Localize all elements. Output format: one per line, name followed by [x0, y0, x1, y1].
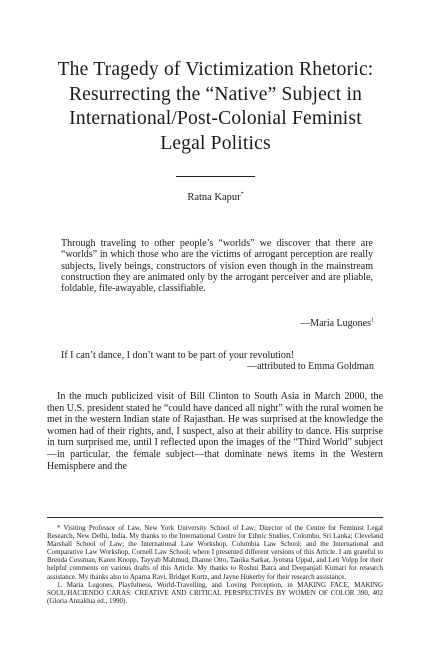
footnote-ref: 1 — [371, 317, 374, 324]
footnote-1: 1. Maria Lugones, Playfulness, World-Travelling, and Loving Perception, in MAKING FACE, MAKING SOUL/HACIENDO CARAS: CREATIVE AND CRITICAL PERSPECTIVES BY WOMEN OF COLOR 390, 402 (Gloria Anzaldua ed., 1990). — [47, 580, 383, 605]
footnotes — [47, 524, 383, 605]
footnote-divider — [47, 517, 383, 518]
footnote-author: * Visiting Professor of Law, New York University School of Law; Director of the Centre for Feminist Legal Research, New Delhi, India. My thanks to the International Centre for Ethnic Studies, Colombo, Sri Lanka; Cleveland Marshall School of Law; the International Law Workshop, Columbia Law School; and the International and Comparative Law Workshop, Cornell Law School; where I presented different versions of this Article. I am grateful to Brenda Cossman, Karen Knopp, Tayyab Mahmud, Dianne Otto, Tanika Sarkar, Jyotsna Uppal, and Leti Volpp for their helpful comments on various drafts of this Article. My thanks to Roshni Batra and Deepanjali Kumari for research assistance. My thanks also to Aparna Ravi, Bridget Kurtz, and Jayne Hukerby for their research assistance. — [47, 524, 383, 581]
author-name: Ratna Kapur — [187, 192, 241, 203]
epigraph-goldman: If I can’t dance, I don’t want to be part of your revolution! — [61, 350, 295, 361]
author-byline — [0, 192, 431, 203]
article-title — [40, 58, 391, 156]
attribution-text: —Maria Lugones — [300, 318, 371, 329]
epigraph-attribution-goldman: —attributed to Emma Goldman — [247, 361, 374, 372]
title-divider — [176, 176, 255, 177]
body-paragraph: In the much publicized visit of Bill Clinton to South Asia in March 2000, the then U.S. president stated he “could have danced all night” with the rural women he met in the western Indian state of Rajasthan. He was surprised at the knowledge the women had of their rights, and, I suspect, also at their ability to dance. His surprise in turn surprised me, until I reflected upon the images of the “Third World” subject—in particular, the female subject—that dominate news items in the Western Hemisphere and the — [47, 391, 384, 472]
title-line: The Tragedy of Victimization Rhetoric: — [57, 59, 374, 80]
title-line: Legal Politics — [160, 132, 271, 154]
title-line: International/Post-Colonial Feminist — [69, 108, 362, 129]
epigraph-attribution-lugones — [300, 318, 374, 329]
title-line: Resurrecting the “Native” Subject in — [68, 83, 363, 105]
author-footnote-mark: * — [240, 191, 244, 198]
epigraph-lugones: Through traveling to other people’s “worlds” we discover that there are “worlds” in which those who are the victims of arrogant perception are really subjects, lively beings, constructors of vision even though in the mainstream construction they are animated only by the arrogant perceiver and are pliable, foldable, file-awayable, classifiable. — [61, 238, 373, 295]
